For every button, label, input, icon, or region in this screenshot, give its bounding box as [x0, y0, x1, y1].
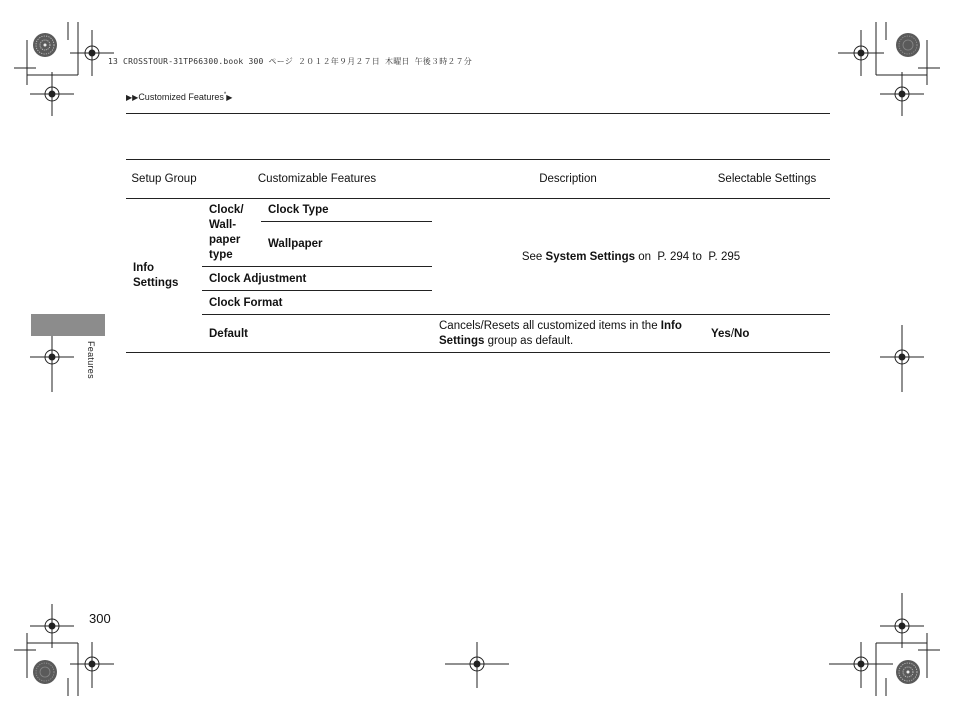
- starburst-mark-icon: [896, 33, 920, 57]
- registration-target-icon: [445, 642, 509, 688]
- description-see-reference: [432, 199, 830, 315]
- see-middle: on: [635, 250, 655, 263]
- header-setup-group: Setup Group: [126, 160, 202, 199]
- default-desc-bold: Info Settings: [439, 319, 682, 347]
- group-info-settings: Info Settings: [126, 199, 202, 353]
- feature-clock-format: Clock Format: [202, 291, 432, 315]
- breadcrumb-footnote-mark: *: [223, 92, 227, 98]
- chapter-label: Features: [86, 341, 96, 379]
- registration-target-icon: [880, 72, 924, 116]
- registration-target-icon: [70, 30, 114, 76]
- option-separator: /: [730, 327, 735, 340]
- registration-target-icon: [838, 30, 884, 76]
- feature-default: Default: [202, 315, 432, 353]
- breadcrumb-end-arrow: ▶: [226, 93, 233, 102]
- registration-target-icon: [30, 334, 74, 392]
- header-selectable-settings: Selectable Settings: [704, 160, 830, 199]
- default-desc-suffix: group as default.: [484, 334, 574, 347]
- registration-target-icon: [30, 72, 74, 116]
- page-ref-link-295[interactable]: P. 295: [708, 250, 741, 263]
- starburst-mark-icon: [33, 660, 57, 684]
- option-no: No: [734, 327, 750, 340]
- registration-target-icon: [70, 642, 114, 688]
- option-yes: Yes: [711, 327, 731, 340]
- registration-target-icon: [30, 604, 74, 648]
- header-description: Description: [432, 160, 704, 199]
- see-to: to: [689, 250, 706, 263]
- header-customizable-features: Customizable Features: [202, 160, 432, 199]
- feature-clock-adjustment: Clock Adjustment: [202, 267, 432, 291]
- selectable-yes-no: [704, 315, 830, 353]
- page-number: 300: [89, 611, 111, 626]
- registration-target-icon: [829, 642, 893, 688]
- default-desc-prefix: Cancels/Resets all customized items in the: [439, 319, 661, 332]
- breadcrumb-arrows: ▶▶: [126, 93, 139, 102]
- page-ref-link-294[interactable]: P. 294: [657, 250, 690, 263]
- breadcrumb-link[interactable]: Customized Features: [138, 92, 224, 102]
- header-divider: [126, 113, 830, 114]
- table-header-row: [126, 160, 830, 199]
- feature-clock-type: Clock Type: [261, 199, 432, 222]
- feature-clock-wallpaper-type: Clock/ Wall-paper type: [209, 203, 244, 261]
- table-row: [126, 199, 830, 222]
- starburst-mark-icon: [896, 660, 920, 684]
- breadcrumb: [126, 92, 232, 102]
- registration-target-icon: [880, 325, 924, 392]
- starburst-mark-icon: [33, 33, 57, 57]
- description-default: [432, 315, 704, 353]
- see-prefix: See: [521, 250, 546, 263]
- print-header: 13 CROSSTOUR-31TP66300.book 300 ページ ２０１２年９月２７日 木曜日 午後３時２７分: [108, 57, 473, 66]
- registration-target-icon: [880, 593, 924, 648]
- see-link-system-settings[interactable]: System Settings: [545, 250, 636, 263]
- customizable-features-table: [126, 159, 830, 353]
- feature-wallpaper: Wallpaper: [268, 238, 323, 250]
- chapter-tab: [31, 314, 105, 336]
- table-row: [126, 315, 830, 353]
